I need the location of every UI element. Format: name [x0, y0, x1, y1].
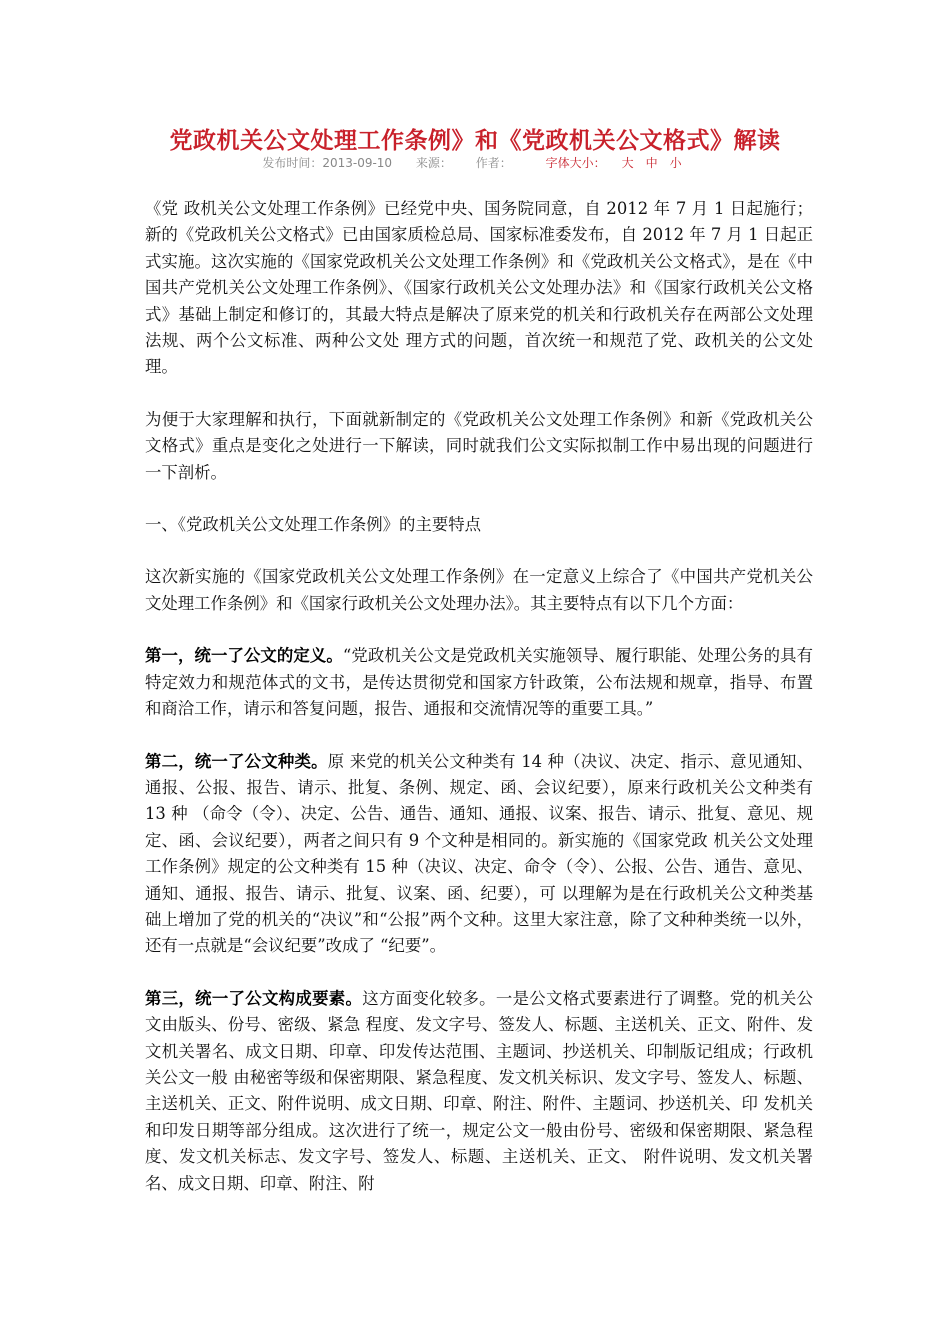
section-heading: 一、《党政机关公文处理工作条例》的主要特点	[145, 515, 482, 535]
point-3-heading: 第三，统一了公文构成要素。	[145, 988, 363, 1008]
point-1	[145, 643, 813, 722]
paragraph-overview: 这次新实施的《国家党政机关公文处理工作条例》在一定意义上综合了《中国共产党机关公文处理工作条例》和《国家行政机关公文处理办法》。其主要特点有以下几个方面：	[145, 567, 813, 613]
point-2-heading: 第二，统一了公文种类。	[145, 751, 328, 771]
point-3-text: 这方面变化较多。一是公文格式要素进行了调整。党的机关公文由版头、份号、密级、紧急 程度、发文字号、签发人、标题、主送机关、正文、附件、发文机关署名、成文日期、印章、印发传达范围、主题词、抄送机关、印制版记组成；行政机关公文一般 由秘密等级和保密期限、紧急程度、发文机关标识、发文字号、签发人、标题、主送机关、正文、附件说明、成文日期、印章、附注、附件、主题词、抄送机关、印 发机关和印发日期等部分组成。这次进行了统一，规定公文一般由份号、密级和保密期限、紧急程度、发文机关标志、发文字号、签发人、标题、主送机关、正文、 附件说明、发文机关署名、成文日期、印章、附注、附	[145, 988, 813, 1193]
font-size-small-link[interactable]: 小	[669, 156, 682, 170]
point-3	[145, 986, 813, 1197]
paragraph-purpose: 为便于大家理解和执行，下面就新制定的《党政机关公文处理工作条例》和新《党政机关公文格式》重点是变化之处进行一下解读，同时就我们公文实际拟制工作中易出现的问题进行一下剖析。	[145, 409, 813, 482]
font-size-medium-link[interactable]: 中	[645, 156, 658, 170]
point-1-text: “党政机关公文是党政机关实施领导、履行职能、处理公务的具有特定效力和规范体式的文书，是传达贯彻党和国家方针政策，公布法规和规章，指导、布置和商洽工作，请示和答复问题，报告、通报和交流情况等的重要工具。”	[145, 646, 813, 719]
point-2	[145, 749, 813, 960]
point-2-text: 原 来党的机关公文种类有 14 种（决议、决定、指示、意见通知、通报、公报、报告、请示、批复、条例、规定、函、会议纪要），原来行政机关公文种类有 13 种 （命令（令）、决定、公告、通告、通知、通报、议案、报告、请示、批复、意见、规定、函、会议纪要），两者之间只有 9 个文种是相同的。新实施的《国家党政 机关公文处理工作条例》规定的公文种类有 15 种（决议、决定、命令（令）、公报、公告、通告、意见、通知、通报、报告、请示、批复、议案、函、纪要），可 以理解为是在行政机关公文种类基础上增加了党的机关的“决议”和“公报”两个文种。这里大家注意，除了文种种类统一以外，还有一点就是“会议纪要”改成了 “纪要”。	[145, 751, 813, 956]
article-meta	[0, 154, 950, 171]
article-body	[145, 196, 813, 1223]
point-1-heading: 第一，统一了公文的定义。	[145, 646, 343, 666]
font-size-label: 字体大小：	[545, 156, 606, 170]
author-label: 作者：	[475, 156, 512, 170]
publish-date: 发布时间：2013-09-10	[262, 156, 393, 170]
font-size-control	[536, 156, 688, 170]
article-title: 党政机关公文处理工作条例》和《党政机关公文格式》解读	[169, 127, 781, 154]
source-label: 来源：	[415, 156, 452, 170]
font-size-large-link[interactable]: 大	[621, 156, 634, 170]
paragraph-intro: 《党 政机关公文处理工作条例》已经党中央、国务院同意，自 2012 年 7 月 1 日起施行；新的《党政机关公文格式》已由国家质检总局、国家标准委发布，自 2012 年 7 月 1 日起正式实施。这次实施的《国家党政机关公文处理工作条例》和《党政机关公文格式》，是在《中国共产党机关公文处理工作条例》、《国家行政机关公文处理办法》和《国家行政机关公文格式》基础上制定和修订的，其最大特点是解决了原来党的机关和行政机关存在两部公文处理法规、两个公文标准、两种公文处 理方式的问题，首次统一和规范了党、政机关的公文处理。	[145, 199, 813, 377]
